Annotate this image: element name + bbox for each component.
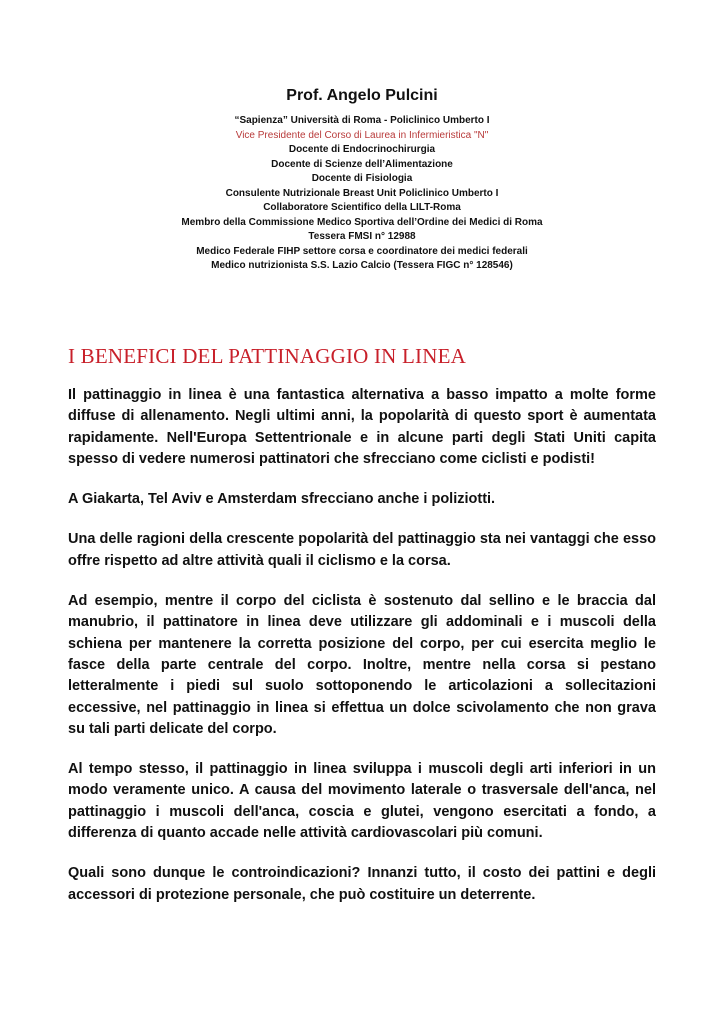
paragraph: A Giakarta, Tel Aviv e Amsterdam sfrecciano anche i poliziotti. — [68, 491, 496, 508]
credential-line: Consulente Nutrizionale Breast Unit Policlinico Umberto I — [225, 187, 499, 199]
article-body — [68, 385, 656, 925]
credential-line: Docente di Endocrinochirurgia — [288, 144, 436, 155]
author-header — [0, 86, 724, 274]
paragraph: Al tempo stesso, il pattinaggio in linea sviluppa i muscoli degli arti inferiori in un modo veramente unico. A causa del movimento laterale o trasversale dell'anca, nel pattinaggio i muscoli dell'anca, coscia e glutei, vengono esercitati a fondo, a differenza di quanto accade nelle attività cardiovascolari più comuni. — [68, 761, 656, 842]
article-title: I BENEFICI DEL PATTINAGGIO IN LINEA — [68, 344, 466, 368]
credential-line: Membro della Commissione Medico Sportiva dell’Ordine dei Medici di Roma — [181, 216, 543, 228]
credential-line: Docente di Scienze dell’Alimentazione — [271, 158, 453, 170]
paragraph: Il pattinaggio in linea è una fantastica alternativa a basso impatto a molte forme diffuse di allenamento. Negli ultimi anni, la popolarità di questo sport è aumentata rapidamente. Nell'Europa Settentrionale e in alcune parti degli Stati Uniti capita spesso di vedere numerosi pattinatori che sfrecciano come ciclisti e podisti! — [68, 387, 656, 467]
credential-line: “Sapienza” Università di Roma - Policlinico Umberto I — [234, 115, 490, 126]
paragraph: Quali sono dunque le controindicazioni? Innanzi tutto, il costo dei pattini e degli accessori di protezione personale, che può costituire un deterrente. — [68, 865, 656, 903]
credential-line: Tessera FMSI n° 12988 — [308, 231, 416, 242]
author-name: Prof. Angelo Pulcini — [286, 87, 438, 104]
paragraph: Una delle ragioni della crescente popolarità del pattinaggio sta nei vantaggi che esso offre rispetto ad altre attività quali il ciclismo e la corsa. — [68, 531, 656, 569]
paragraph: Ad esempio, mentre il corpo del ciclista è sostenuto dal sellino e le braccia dal manubrio, il pattinatore in linea deve utilizzare gli addominali e i muscoli della schiena per mantenere la corretta posizione del corpo, per cui esercita meglio le fasce della parte centrale del corpo. Inoltre, mentre nella corsa si pestano letteralmente i piedi sul suolo sottoponendo le articolazioni a sollecitazioni eccessive, nel pattinaggio in linea si effettua un dolce scivolamento che non grava su tali parti delicate del corpo. — [68, 593, 656, 737]
credential-line: Medico nutrizionista S.S. Lazio Calcio (Tessera FIGC n° 128546) — [211, 260, 513, 271]
credential-line-highlighted: Vice Presidente del Corso di Laurea in Infermieristica "N" — [235, 129, 489, 141]
credential-line: Medico Federale FIHP settore corsa e coordinatore dei medici federali — [196, 245, 528, 257]
credential-line: Collaboratore Scientifico della LILT-Roma — [263, 202, 461, 213]
credential-line: Docente di Fisiologia — [311, 173, 413, 184]
